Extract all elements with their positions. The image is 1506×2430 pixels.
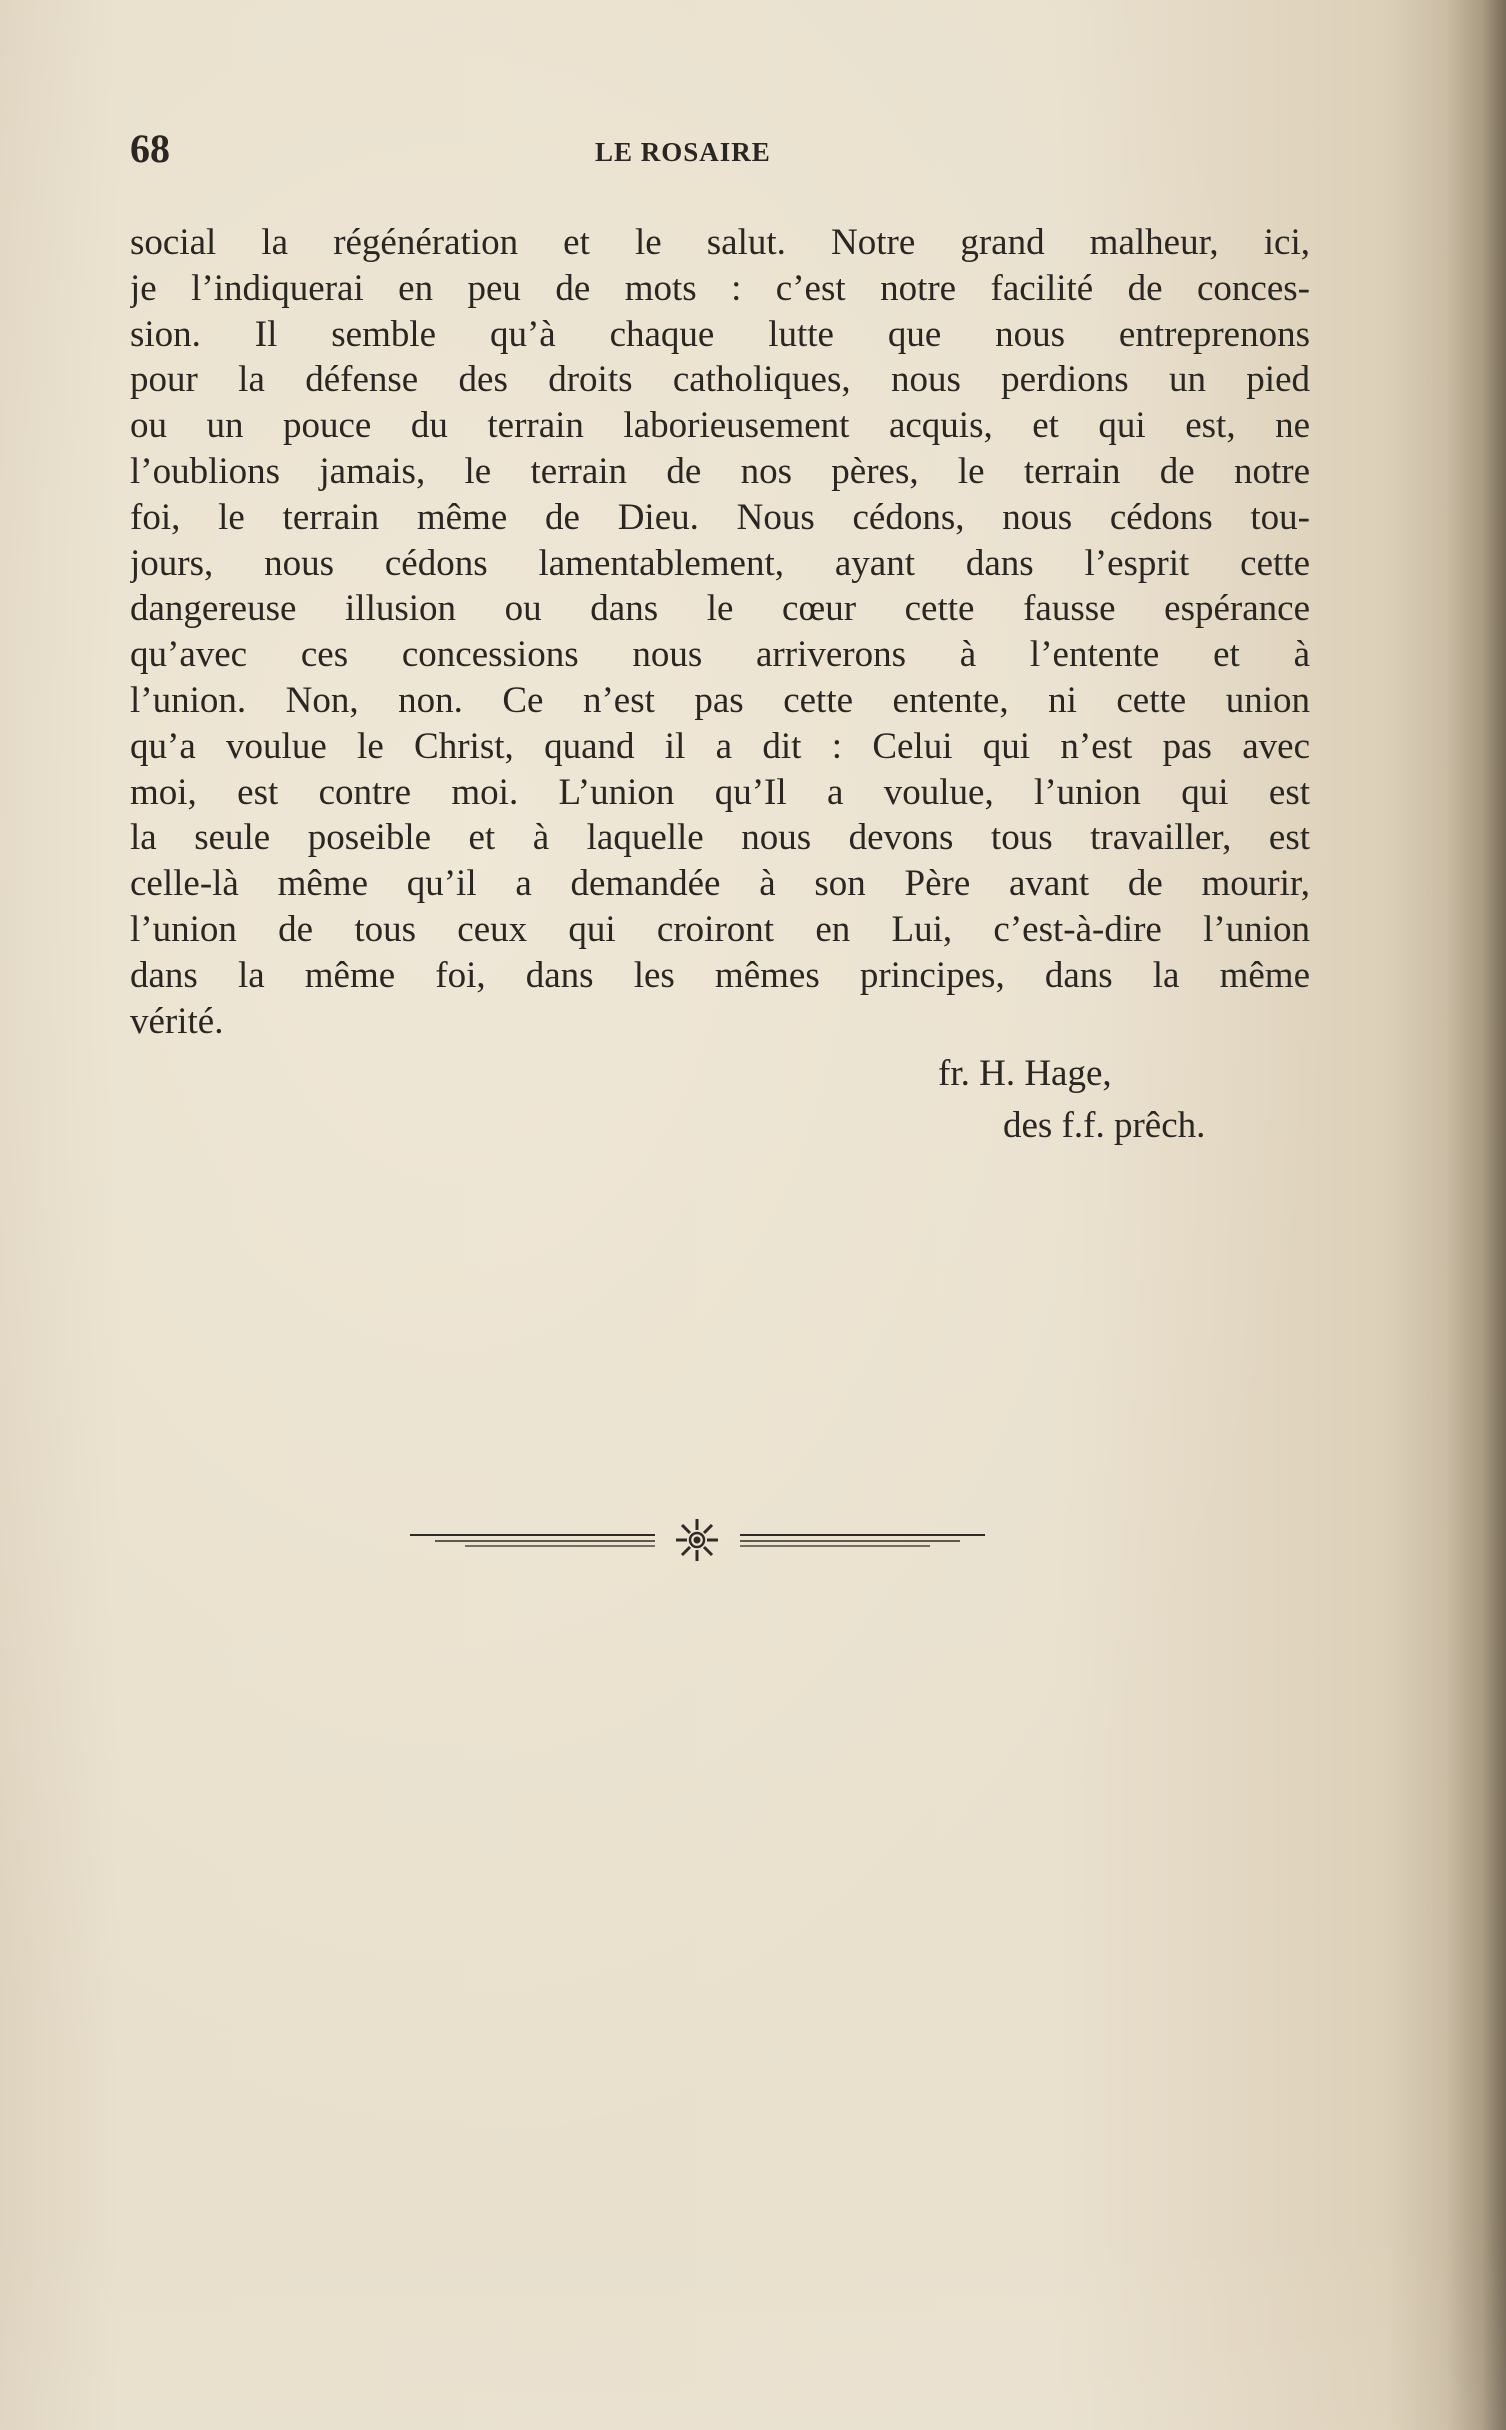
text-line: moi, est contre moi. L’union qu’Il a voulue, l’union qui est xyxy=(130,771,1310,813)
text-line: l’union. Non, non. Ce n’est pas cette entente, ni cette union xyxy=(130,679,1310,721)
text-line: qu’avec ces concessions nous arriverons à l’entente et à xyxy=(130,634,1310,676)
page-bottom-strip xyxy=(0,2210,1506,2430)
text-line: celle-là même qu’il a demandée à son Père avant de mourir, xyxy=(130,863,1310,905)
section-ornament xyxy=(410,1515,985,1565)
text-line: l’oublions jamais, le terrain de nos pères, le terrain de notre xyxy=(130,450,1310,492)
sun-star-fleuron-icon xyxy=(676,1519,718,1561)
text-line: dangereuse illusion ou dans le cœur cette fausse espérance xyxy=(130,588,1310,630)
text-line: la seule poseible et à laquelle nous devons tous travailler, est xyxy=(130,817,1310,859)
text-line-last: vérité. xyxy=(130,1000,224,1042)
author-order: des f.f. prêch. xyxy=(1003,1105,1206,1146)
signature-block xyxy=(130,1048,1310,1152)
text-line: dans la même foi, dans les mêmes principes, dans la même xyxy=(130,954,1310,996)
text-line: jours, nous cédons lamentablement, ayant dans l’esprit cette xyxy=(130,542,1310,584)
author-name: fr. H. Hage, xyxy=(938,1053,1112,1094)
text-line: ou un pouce du terrain laborieusement acquis, et qui est, ne xyxy=(130,405,1310,447)
ornament-rules xyxy=(410,1515,985,1565)
text-line: foi, le terrain même de Dieu. Nous cédons, nous cédons tou- xyxy=(130,496,1310,538)
text-line: qu’a voulue le Christ, quand il a dit : Celui qui n’est pas avec xyxy=(130,725,1310,767)
running-title: LE ROSAIRE xyxy=(595,137,771,167)
text-line: sion. Il semble qu’à chaque lutte que nous entreprenons xyxy=(130,313,1310,355)
body-paragraph xyxy=(130,220,1310,1044)
text-line: pour la défense des droits catholiques, nous perdions un pied xyxy=(130,359,1310,401)
spine-shadow xyxy=(1446,0,1506,2430)
running-header xyxy=(130,125,1310,175)
text-line: social la régénération et le salut. Notre grand malheur, ici, xyxy=(130,222,1310,263)
page-number: 68 xyxy=(130,126,170,171)
text-line: je l’indiquerai en peu de mots : c’est notre facilité de conces- xyxy=(130,267,1310,309)
text-line: l’union de tous ceux qui croiront en Lui, c’est-à-dire l’union xyxy=(130,908,1310,950)
